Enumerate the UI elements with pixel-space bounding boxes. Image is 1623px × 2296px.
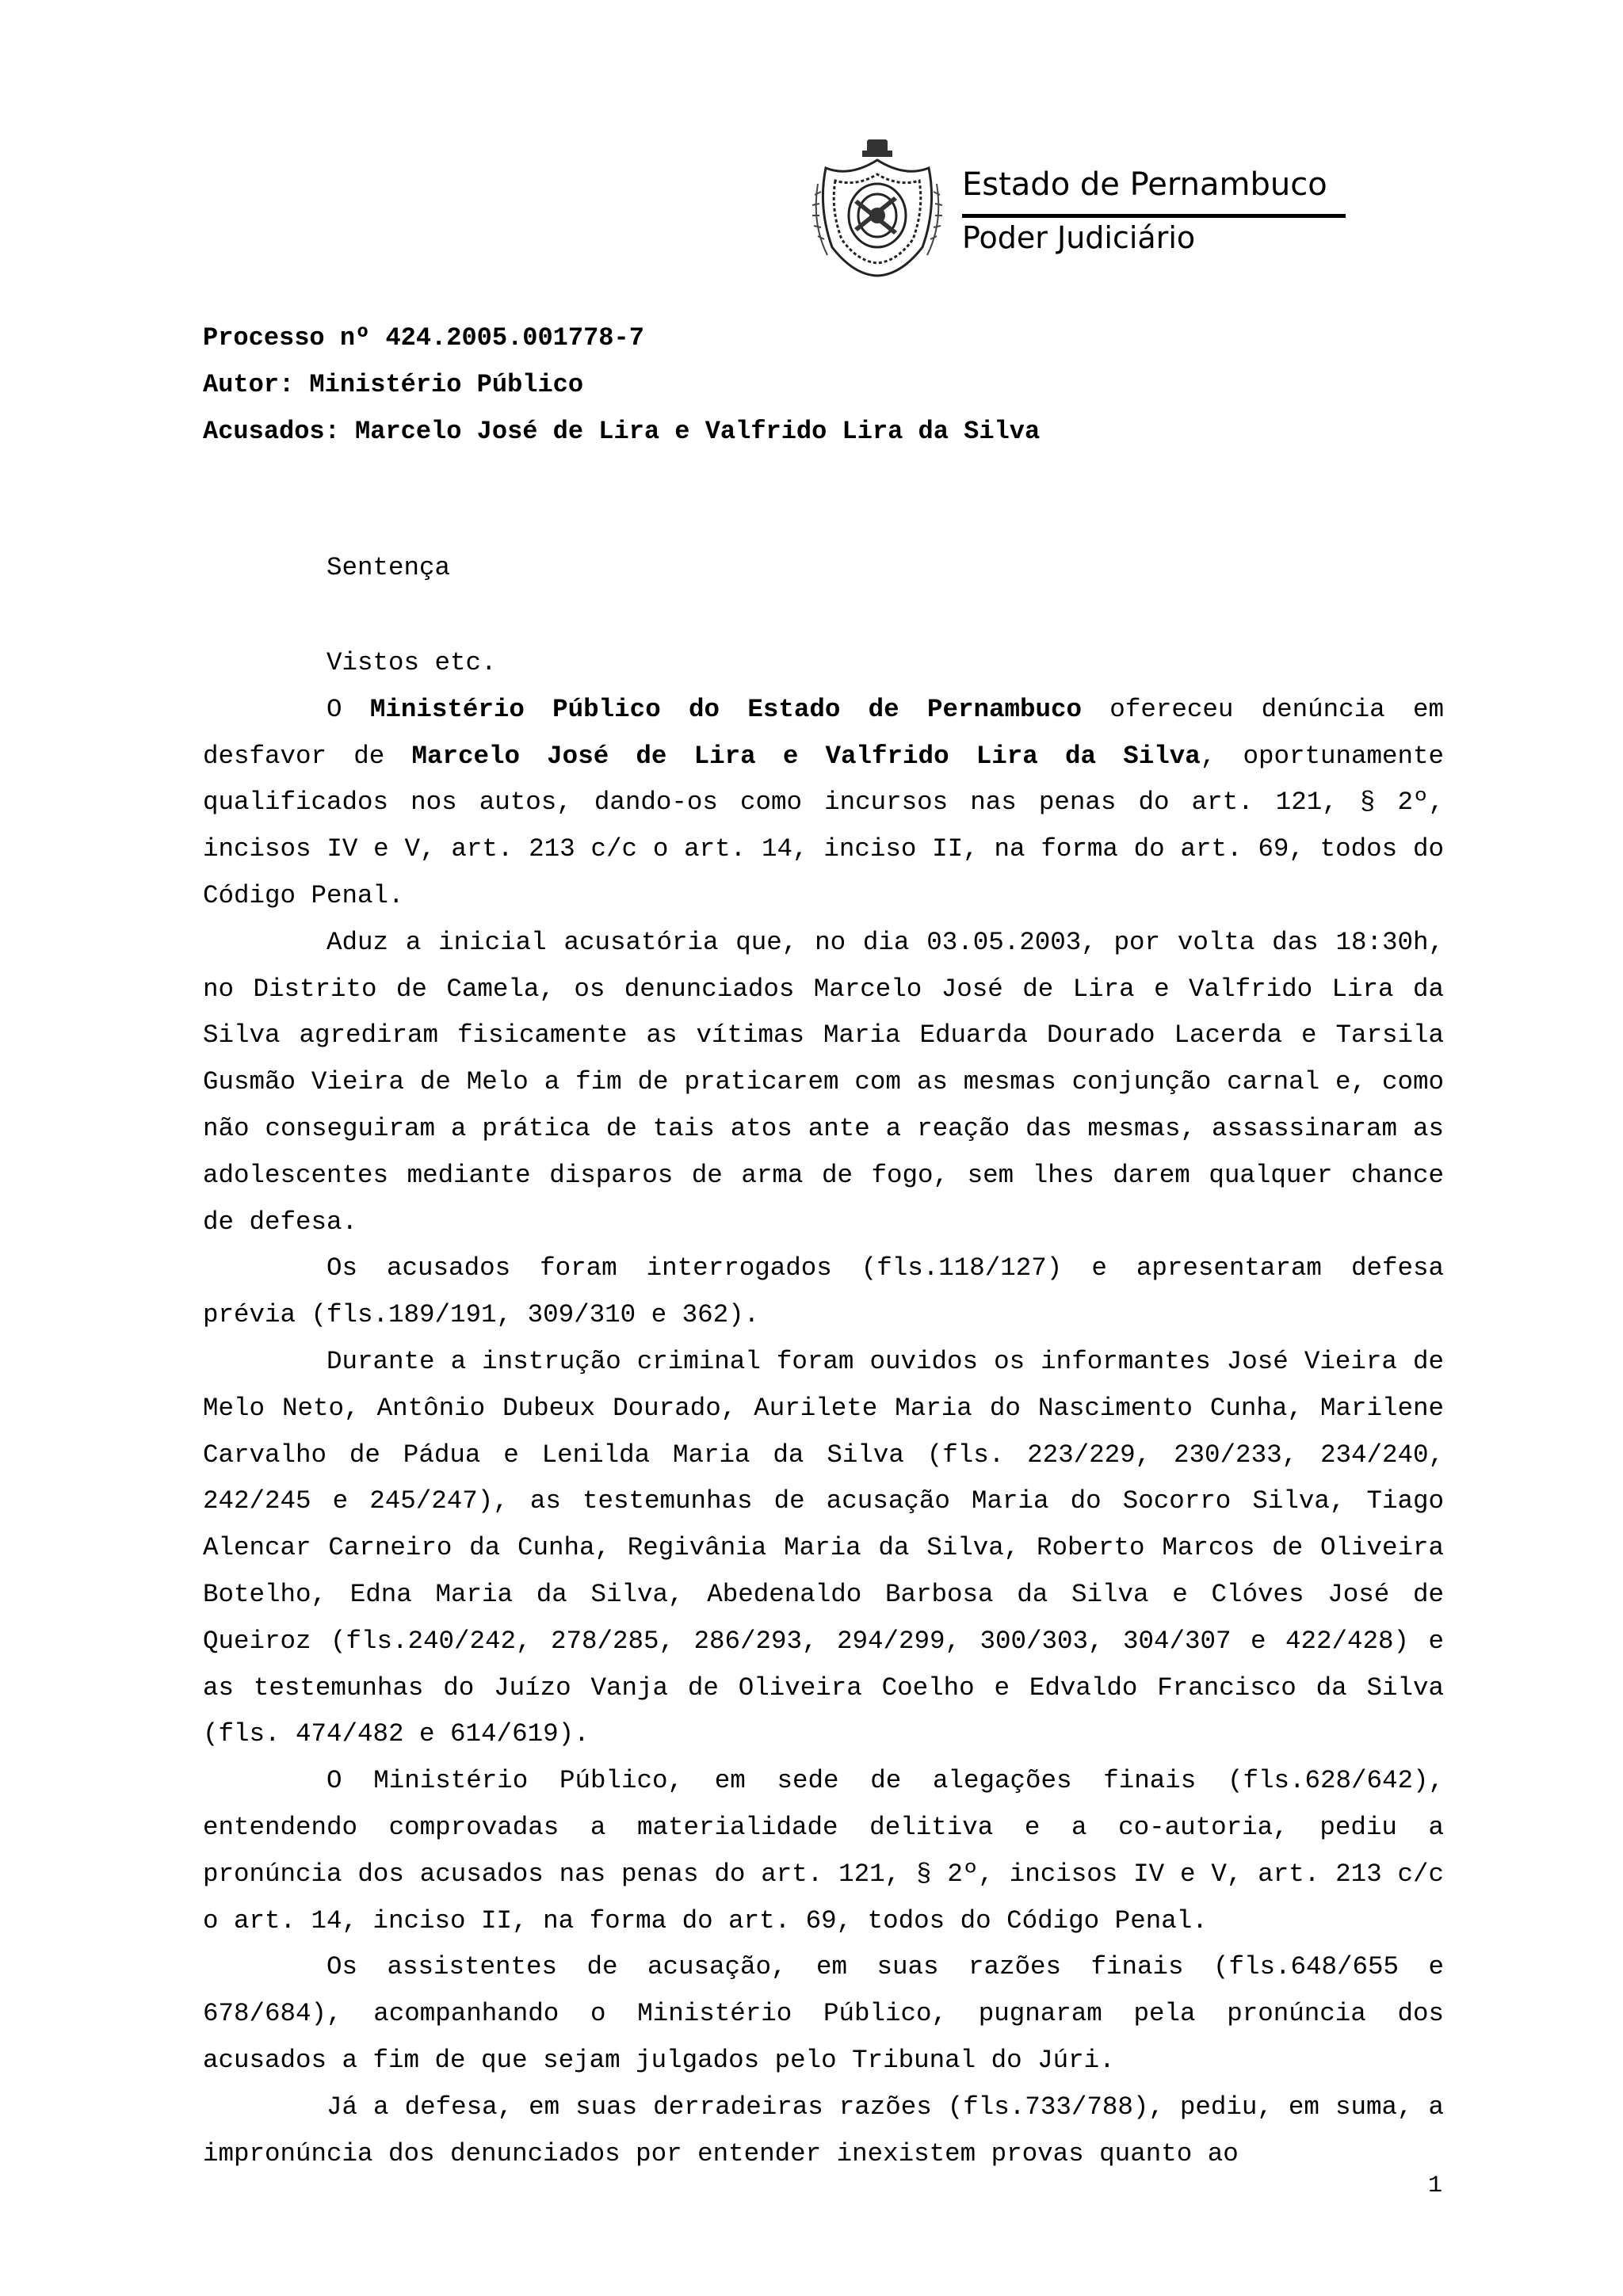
page-number: 1 bbox=[1427, 2172, 1442, 2199]
document-type-heading: Sentença bbox=[327, 553, 451, 582]
paragraph: O Ministério Público do Estado de Pernambuco ofereceu denúncia em desfavor de Marcelo José de Lira e Valfrido Lira da Silva, oportunamente qualificados nos autos, dando-os como incursos nas penas do art. 121, § 2º, incisos IV e V, art. 213 c/c o art. 14, inciso II, na forma do art. 69, todos do Código Penal. bbox=[203, 694, 1444, 910]
sentence-body bbox=[203, 640, 1444, 2177]
paragraph: Já a defesa, em suas derradeiras razões (fls.733/788), pediu, em suma, a impronúncia dos denunciados por entender inexistem provas quanto ao bbox=[203, 2092, 1444, 2168]
coat-of-arms-seal bbox=[810, 136, 945, 277]
header-divider bbox=[962, 214, 1346, 218]
paragraph: Os acusados foram interrogados (fls.118/127) e apresentaram defesa prévia (fls.189/191, 309/310 e 362). bbox=[203, 1253, 1444, 1330]
paragraph: Durante a instrução criminal foram ouvidos os informantes José Vieira de Melo Neto, Antônio Dubeux Dourado, Aurilete Maria do Nascimento Cunha, Marilene Carvalho de Pádua e Lenilda Maria da Silva (fls. 223/229, 230/233, 234/240, 242/245 e 245/247), as testemunhas de acusação Maria do Socorro Silva, Tiago Alencar Carneiro da Cunha, Regivânia Maria da Silva, Roberto Marcos de Oliveira Botelho, Edna Maria da Silva, Abedenaldo Barbosa da Silva e Clóves José de Queiroz (fls.240/242, 278/285, 286/293, 294/299, 300/303, 304/307 e 422/428) e as testemunhas do Juízo Vanja de Oliveira Coelho e Edvaldo Francisco da Silva (fls. 474/482 e 614/619). bbox=[203, 1346, 1444, 1749]
case-number: Processo nº 424.2005.001778-7 bbox=[203, 323, 644, 353]
paragraph: O Ministério Público, em sede de alegações finais (fls.628/642), entendendo comprovadas a materialidade delitiva e a co-autoria, pediu a pronúncia dos acusados nas penas do art. 121, § 2º, incisos IV e V, art. 213 c/c o art. 14, inciso II, na forma do art. 69, todos do Código Penal. bbox=[203, 1766, 1444, 1936]
judiciary-name: Poder Judiciário bbox=[962, 220, 1196, 255]
bold-defendant-names: Marcelo José de Lira e Valfrido Lira da Silva bbox=[411, 741, 1201, 771]
letterhead bbox=[810, 136, 1333, 279]
paragraph: Vistos etc. bbox=[327, 648, 497, 677]
case-plaintiff: Autor: Ministério Público bbox=[203, 370, 584, 399]
state-name: Estado de Pernambuco bbox=[962, 166, 1327, 203]
paragraph: Aduz a inicial acusatória que, no dia 03.05.2003, por volta das 18:30h, no Distrito de Camela, os denunciados Marcelo José de Lira e Valfrido Lira da Silva agrediram fisicamente as vítimas Maria Eduarda Dourado Lacerda e Tarsila Gusmão Vieira de Melo a fim de praticarem com as mesmas conjunção carnal e, como não conseguiram a prática de tais atos ante a reação das mesmas, assassinaram as adolescentes mediante disparos de arma de fogo, sem lhes darem qualquer chance de defesa. bbox=[203, 927, 1444, 1237]
paragraph: Os assistentes de acusação, em suas razões finais (fls.648/655 e 678/684), acompanhando o Ministério Público, pugnaram pela pronúncia dos acusados a fim de que sejam julgados pelo Tribunal do Júri. bbox=[203, 1952, 1444, 2075]
case-defendants: Acusados: Marcelo José de Lira e Valfrido Lira da Silva bbox=[203, 417, 1041, 446]
bold-party-name: Ministério Público do Estado de Pernambuco bbox=[369, 694, 1082, 724]
